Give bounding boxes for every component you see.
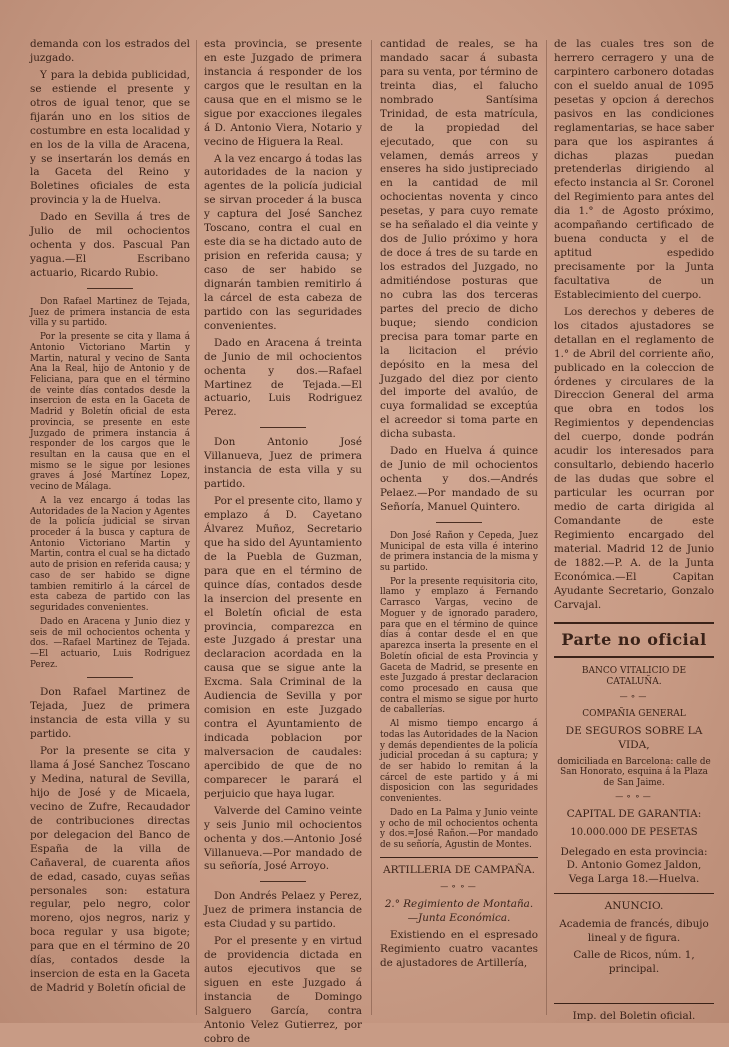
column-divider [371, 40, 372, 1015]
subheading: 2.° Regimiento de Montaña.—Junta Económica. [384, 898, 534, 925]
column-divider [546, 40, 547, 1015]
edict-heading: Don José Rañon y Cepeda, Juez Municipal de esta villa é interino de primera instancia de la misma y su partido. [380, 530, 538, 574]
edict-heading: Don Rafael Martinez de Tejada, Juez de primera instancia de esta villa y su partido. [30, 686, 190, 741]
paragraph: cantidad de reales, se ha mandado sacar á subasta para su venta, por término de treinta dias, el falucho nombrado Santísima Trinidad, de esta matrícula, de la propiedad del ejecutado, que con su velamen, demás arreos y enseres ha sido justipreciado en la cantidad de mil ochocientas noventa y cinco pesetas, y para cuyo remate se ha señalado el dia veinte y dos de Julio próximo y hora de doce á tres de su tarde en los estrados del Juzgado, no admitiéndose posturas que no cubra las dos terceras partes del precio de dicho buque; siendo condicion precisa para tomar parte en la licitacion el prévio depósito en la mesa del Juzgado del diez por ciento del importe del avalúo, de cuya formalidad se exceptúa el acreedor si toma parte en dicha subasta. [380, 38, 538, 441]
paragraph: Los derechos y deberes de los citados ajustadores se detallan en el reglamento de 1.° de Abril del corriente año, publicado en la coleccion de órdenes y circulares de la Direccion General del arma que obra en todos los Regimientos y dependencias del cuerpo, donde podrán acudir los interesados para consultarlo, debiendo hacerlo de las dudas que sobre el particular les ocurran por medio de carta dirigida al Comandante de este Regimiento encargado del material. Madrid 12 de Junio de 1882.—P. A. de la Junta Económica.—El Capitan Ayudante Secretario, Gonzalo Carvajal. [554, 305, 714, 611]
paragraph: Dado en Huelva á quince de Junio de mil ochocientos ochenta y dos.—Andrés Pelaez.—Por mandado de su Señoría, Manuel Quintero. [380, 445, 538, 513]
section-rule [380, 857, 538, 858]
paragraph: Dado en Sevilla á tres de Julio de mil ochocientos ochenta y dos. Pascual Pan yagua.—El Escribano actuario, Ricardo Rubio. [30, 211, 190, 279]
paragraph: Valverde del Camino veinte y seis Junio mil ochocientos ochenta y dos.—Antonio José Villanueva.—Por mandado de su señoría, José Arroyo. [204, 804, 362, 873]
column-1 [30, 38, 190, 1019]
separator [87, 288, 133, 289]
paragraph: Por la presente requisitoria cito, llamo y emplazo á Fernando Carrasco Vargas, vecino de Moguer y de ignorado paradero, para que en el término de quince días á contar desde el en que aparezca inserta la presente en el Boletín oficial de esta Provincia y Gaceta de Madrid, se presente en este Juzgado á prestar declaracion como procesado en causa que contra el mismo se sigue por hurto de caballerías. [380, 576, 538, 716]
separator [87, 677, 133, 678]
company-subtitle: DE SEGUROS SOBRE LA VIDA, [565, 724, 703, 751]
paragraph: A la vez encargo á todas las autoridades de la nacion y agentes de la policía judicial se sirvan proceder á la busca y captura del José Sanchez Toscano, contra el cual en este dia se ha dictado auto de prision en referida causa; y caso de ser habido se dignarán tambien remitirlo á la cárcel de esta cabeza de partido con las seguridades convenientes. [204, 152, 362, 332]
ornament: —⚬⚬— [615, 791, 653, 801]
edict-heading: Don Rafael Martinez de Tejada, Juez de primera instancia de esta villa y su partido. [30, 296, 190, 329]
paragraph: Por la presente se cita y llama á Antonio Victoriano Martin y Martin, natural y vecino de Santa Ana la Real, hijo de Antonio y de Feliciana, para que en el término de veinte días contados desde la insercion de esta en la Gaceta de Madrid y Boletín oficial de esta provincia, se presente en este Juzgado de primera instancia á responder de los cargos que le resultan en la causa que en el mismo se le sigue por lesiones graves á José Martínez Lopez, vecino de Málaga. [30, 332, 190, 493]
paragraph: Por el presente y en virtud de providencia dictada en autos ejecutivos que se siguen en este Juzgado á instancia de Domingo Salguero García, contra Antonio Velez Gutierrez, por cobro de [204, 935, 362, 1045]
company-name: BANCO VITALICIO DE CATALUÑA. [581, 665, 687, 688]
paragraph: Y para la debida publicidad, se estiende el presente y otros de igual tenor, que se fijarán uno en los sitios de costumbre en esta localidad y en los de la villa de Aracena, y se insertarán los demás en la Gaceta del Reino y Boletines oficiales de esta provincia y la de Huelva. [30, 68, 190, 207]
section-rule [554, 893, 714, 894]
printer-imprint: Imp. del Boletin oficial. [572, 1010, 696, 1023]
announcement-address: Calle de Ricos, núm. 1, principal. [573, 949, 695, 976]
paragraph: Por la presente se cita y llama á José Sanchez Toscano y Medina, natural de Sevilla, hijo de José y de Micaela, vecino de Zufre, Recaudador de contribuciones directas por delegacion del Banco de España de la villa de Cañaveral, de cuarenta años de edad, casado, cuyas señas personales son: estatura regular, pelo negro, color moreno, ojos negros, nariz y boca regular y usa bigote; para que en el término de 20 días, contados desde la insercion de esta en la Gaceta de Madrid y Boletín oficial de [30, 745, 190, 995]
edict-heading: Don Antonio José Villanueva, Juez de primera instancia de esta villa y su partido. [204, 436, 362, 491]
paragraph: Por el presente cito, llamo y emplazo á D. Cayetano Álvarez Muñoz, Secretario que ha sido del Ayuntamiento de la Puebla de Guzman, para que en el término de quince días, contados desde la insercion del presente en el Boletín oficial de esta provincia, comparezca en este Juzgado á prestar una declaracion acordada en la causa que se sigue ante la Excma. Sala Criminal de la Audiencia de Sevilla y por comision en este Juzgado contra el Ayuntamiento de indicada poblacion por malversacion de caudales: apercibido de que de no comparecer le parará el perjuicio que haya lugar. [204, 495, 362, 800]
separator [260, 881, 306, 882]
announcement-heading: ANUNCIO. [604, 900, 664, 913]
paragraph: Al mismo tiempo encargo á todas las Autoridades de la Nacion y demás dependientes de la policía judicial procedan á su captura; y de ser habido lo remitan á la cárcel de este partido y á mi disposicion con las seguridades convenientes. [380, 719, 538, 805]
section-rule [554, 1003, 714, 1004]
company-subtitle: COMPAÑIA GENERAL [582, 708, 686, 719]
separator [436, 522, 482, 523]
announcement-text: Academia de francés, dibujo lineal y de figura. [559, 918, 709, 945]
column-2 [204, 38, 362, 1045]
address: domiciliada en Barcelona: calle de San Honorato, esquina á la Plaza de San Jaime. [557, 756, 711, 789]
capital-heading: CAPITAL DE GARANTIA: [566, 808, 702, 821]
capital-amount: 10.000.000 DE PESETAS [570, 827, 698, 839]
delegate: Delegado en esta provincia: D. Antonio Gomez Jaldon, Vega Larga 18.—Huelva. [560, 845, 708, 886]
ornament: —⚬⚬— [440, 881, 478, 891]
paragraph: demanda con los estrados del juzgado. [30, 38, 190, 64]
paragraph: Dado en Aracena y Junio diez y seis de mil ochocientos ochenta y dos. —Rafael Martinez de Tejada. —El actuario, Luis Rodriguez Perez. [30, 616, 190, 670]
paragraph: Dado en Aracena á treinta de Junio de mil ochocientos ochenta y dos.—Rafael Martinez de Tejada.—El actuario, Luis Rodriguez Perez. [204, 336, 362, 419]
column-3 [380, 38, 538, 1019]
column-4 [554, 38, 714, 1023]
section-heading-parte-no-oficial: Parte no oficial [554, 622, 714, 657]
paragraph: de las cuales tres son de herrero cerragero y una de carpintero carbonero dotadas con el sueldo anual de 1095 pesetas y opcion á derechos pasivos en las condiciones reglamentarias, se hace saber para que los aspirantes á dichas plazas puedan pretenderlas dirigiendo al efecto instancia al Sr. Coronel del Regimiento para antes del dia 1.° de Agosto próximo, acompañando certificado de buena conducta y el de aptitud espedido precisamente por la Junta facultativa de un Establecimiento del cuerpo. [554, 38, 714, 301]
separator [260, 427, 306, 428]
column-divider [196, 40, 197, 1015]
paragraph: esta provincia, se presente en este Juzgado de primera instancia á responder de los cargos que le resultan en la causa que en el mismo se le sigue por exacciones ilegales á D. Antonio Viera, Notario y vecino de Higuera la Real. [204, 38, 362, 148]
ornament: —⚬— [619, 692, 649, 702]
edict-heading: Don Andrés Pelaez y Perez, Juez de primera instancia de esta Ciudad y su partido. [204, 890, 362, 931]
paragraph: A la vez encargo á todas las Autoridades de la Nacion y Agentes de la policía judicial se sirvan proceder á la busca y captura de Antonio Victoriano Martin y Martin, contra el cual se ha dictado auto de prision en referida causa; y caso de ser habido se digne tambien remitirlo á la cárcel de esta cabeza de partido con las seguridades convenientes. [30, 495, 190, 614]
section-heading-artilleria: ARTILLERIA DE CAMPAÑA. [383, 863, 535, 876]
paragraph: Dado en La Palma y Junio veinte y ocho de mil ochocientos ochenta y dos.=José Rañon.—Por mandado de su señoría, Agustin de Montes. [380, 807, 538, 850]
paragraph: Existiendo en el espresado Regimiento cuatro vacantes de ajustadores de Artillería, [380, 929, 538, 969]
